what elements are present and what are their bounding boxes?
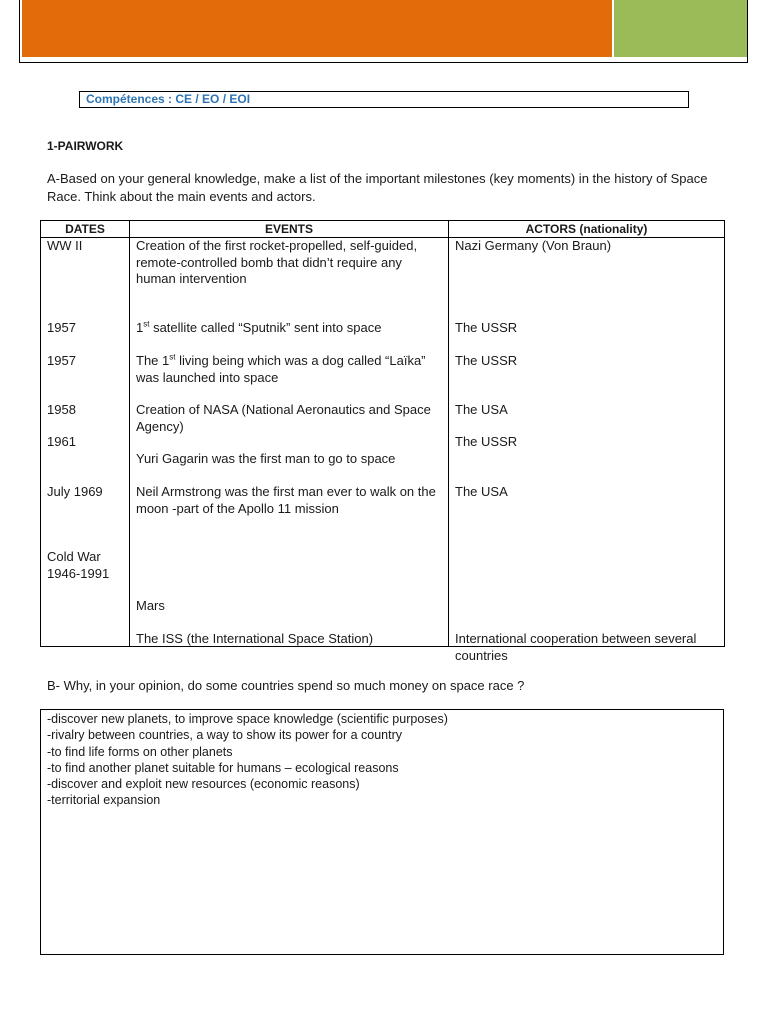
date-cell: July 1969 <box>47 484 103 499</box>
actor-cell: The USSR <box>455 320 518 335</box>
table-body-row <box>41 238 725 647</box>
events-column <box>130 238 449 647</box>
actor-cell: The USSR <box>455 353 518 368</box>
header-orange-bar <box>22 0 612 57</box>
table-header-row <box>41 221 725 238</box>
section-title: 1-PAIRWORK <box>47 139 124 153</box>
actor-cell: International cooperation between several countries <box>455 631 697 663</box>
header-actors: ACTORS (nationality) <box>449 221 725 238</box>
date-cell: WW II <box>47 238 83 253</box>
header-green-bar <box>614 0 747 57</box>
event-cell: Creation of the first rocket-propelled, self-guided, remote-controlled bomb that didn’t require any human intervention <box>136 238 418 286</box>
answer-line: -to find another planet suitable for humans – ecological reasons <box>47 760 399 775</box>
event-cell: Neil Armstrong was the first man ever to walk on the moon -part of the Apollo 11 mission <box>136 484 436 516</box>
milestones-table <box>40 220 725 663</box>
date-cell: 1958 <box>47 402 76 417</box>
header-banner <box>19 0 748 63</box>
answer-line: -to find life forms on other planets <box>47 744 233 759</box>
actor-cell: The USA <box>455 484 508 499</box>
actors-column <box>449 238 725 663</box>
event-cell: Mars <box>136 598 165 613</box>
date-cell: 1957 <box>47 320 76 335</box>
event-cell: The ISS (the International Space Station) <box>136 631 374 646</box>
answer-line: -rivalry between countries, a way to show its power for a country <box>47 728 403 743</box>
question-text: B- Why, in your opinion, do some countries spend so much money on space race ? <box>47 678 525 693</box>
actor-cell: The USSR <box>455 434 518 449</box>
answer-line: -discover and exploit new resources (economic reasons) <box>47 777 360 792</box>
header-dates: DATES <box>41 221 130 238</box>
answer-box[interactable] <box>40 709 724 955</box>
date-cell: 1961 <box>47 434 76 449</box>
answer-line: -territorial expansion <box>47 793 161 808</box>
competences-box <box>79 91 689 108</box>
event-cell: The 1st living being which was a dog called “Laïka” was launched into space <box>136 352 426 385</box>
answer-line: -discover new planets, to improve space knowledge (scientific purposes) <box>47 712 448 726</box>
actor-cell: The USA <box>455 402 508 417</box>
date-cell: Cold War 1946-1991 <box>47 549 110 581</box>
instruction-text: A-Based on your general knowledge, make a list of the important milestones (key moments) in the history of Space Race. Think about the main events and actors. <box>47 171 708 204</box>
event-cell: 1st satellite called “Sputnik” sent into space <box>136 319 382 335</box>
header-events: EVENTS <box>130 221 449 238</box>
actor-cell: Nazi Germany (Von Braun) <box>455 238 612 253</box>
competences-label: Compétences : CE / EO / EOI <box>86 92 251 106</box>
event-cell: Creation of NASA (National Aeronautics and Space Agency) <box>136 402 431 434</box>
date-cell: 1957 <box>47 353 76 368</box>
dates-column <box>41 238 130 647</box>
event-cell: Yuri Gagarin was the first man to go to space <box>136 451 396 466</box>
